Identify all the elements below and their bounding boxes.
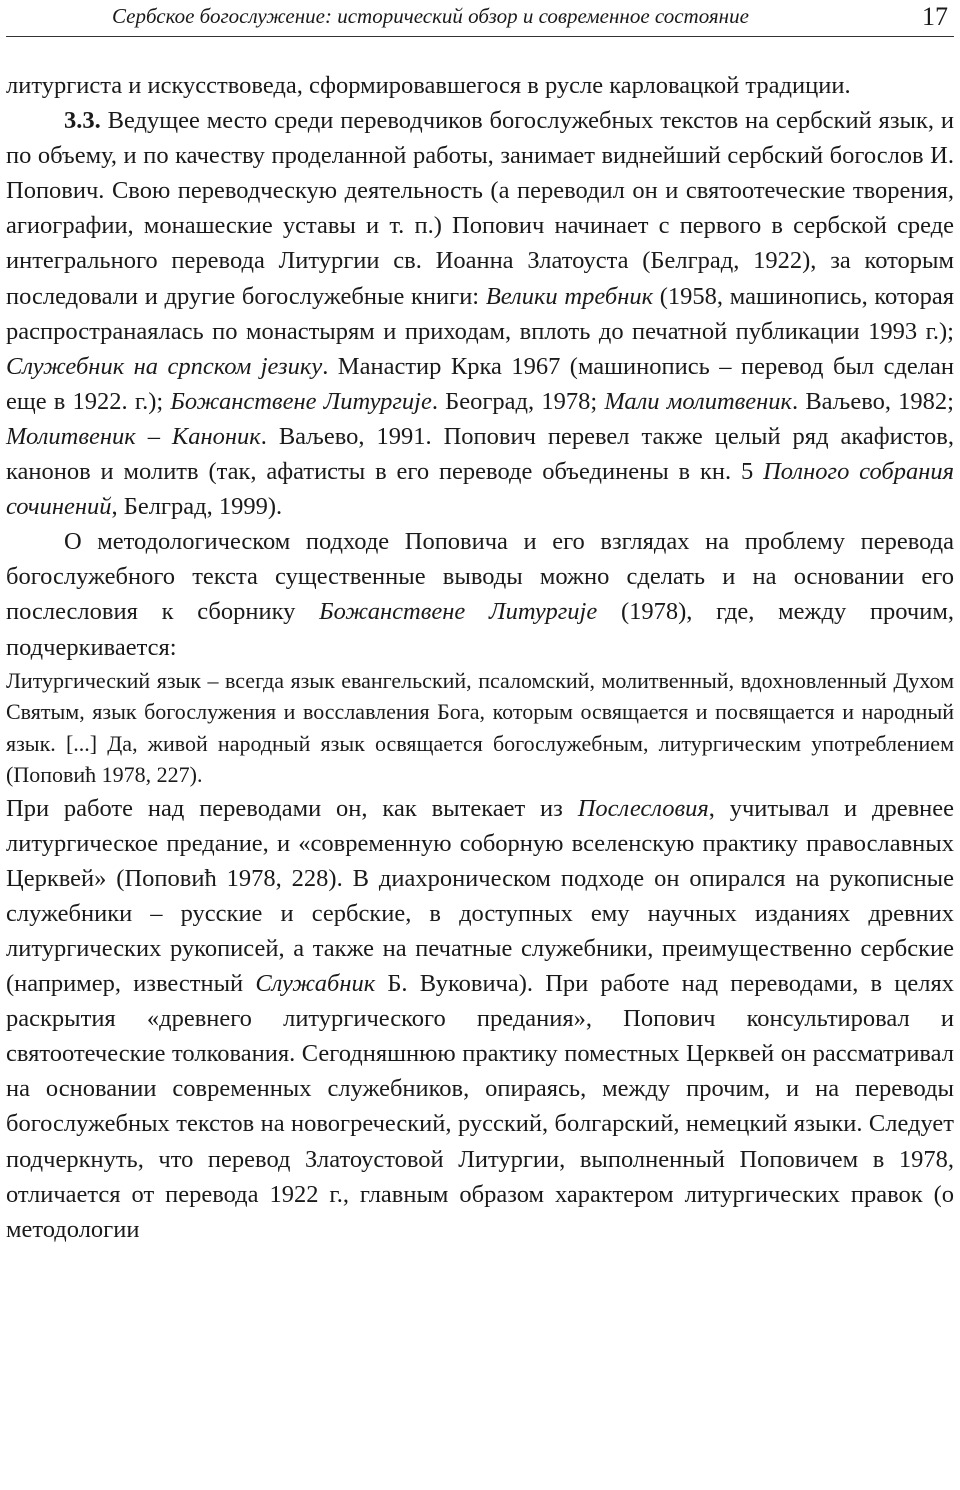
paragraph-1: литургиста и искусствоведа, сформировавшегося в русле карловацкой традиции. xyxy=(6,72,851,99)
paragraph-section-3-3 xyxy=(6,103,954,524)
page-number: 17 xyxy=(922,2,948,31)
text-span: . Ваљево, 1982; xyxy=(792,387,954,415)
book-title: Божанствене Литургије xyxy=(319,598,598,626)
text-span: Б. Вуковича). При работе над переводами, в целях раскрытия «древнего литургического предания», Попович консультировал и святоотеческие толкования. Сегодняшнюю практику поместных Церквей он рассматривал на основании современных служебников, опираясь, между прочим, и на переводы богослужебных текстов на новогреческий, русский, болгарский, немецкий языки. Следует подчеркнуть, что перевод Златоустовой Литургии, выполненный Поповичем в 1978, отличается от перевода 1922 г., главным образом характером литургических правок (о методологии xyxy=(6,970,954,1243)
text-span: О методологическом подходе Поповича и его взглядах на проблему перевода богослужебного текста существенные выводы можно сделать и на основании его послесловия к сборнику xyxy=(6,528,954,626)
book-title: Служабник xyxy=(255,970,376,998)
section-number: 3.3. xyxy=(64,107,101,135)
running-header xyxy=(6,0,954,37)
book-title: Служебник на српском језику xyxy=(6,352,323,380)
paragraph-methodology xyxy=(6,524,954,664)
text-span: Ведущее место среди переводчиков богослужебных текстов на сербский язык, и по объему, и по качеству проделанной работы, занимает виднейший сербский богослов И. Попович. Свою переводческую деятельность (а переводил он и святоотеческие творения, агиографии, монашеские уставы и т. п.) Попович начинает с первого в сербской среде интегрального перевода Литургии св. Иоанна Златоуста (Белград, 1922), за которым последовали и другие богослужебные книги: xyxy=(6,107,954,310)
book-title: Мали молитвеник xyxy=(604,387,793,415)
paragraph-translation-work xyxy=(6,791,954,1247)
block-quote: Литургический язык – всегда язык евангельский, псаломский, молитвенный, вдохновленный Духом Святым, язык богослужения и восславления Бога, которым освящается и посвящается и народный язык. [...] Да, живой народный язык освящается богослужебным, литургическим употреблением (Поповић 1978, 227). xyxy=(6,667,954,788)
text-span: (1978), где, между прочим, подчеркивается: xyxy=(6,598,954,661)
text-span: (1958, машинопись, которая распространаялась по монастырям и приходам, вплоть до печатной публикации 1993 г.); xyxy=(6,282,955,345)
text-span: , Белград, 1999). xyxy=(111,493,283,521)
body-text xyxy=(6,68,954,1247)
book-title: Молитвеник – Каноник xyxy=(6,422,261,450)
text-span: . Манастир Крка 1967 (машинопись – перевод был сделан еще в 1922. г.); xyxy=(6,352,954,415)
text-span: . Ваљево, 1991. Попович перевел также целый ряд акафистов, канонов и молитв (так, афатисты в его переводе объединены в кн. 5 xyxy=(6,422,954,486)
book-title: Божанствене Литургије xyxy=(170,387,432,415)
text-span: . Београд, 1978; xyxy=(431,387,605,415)
book-title: Послесловия xyxy=(577,794,709,822)
text-span: , учитывал и древнее литургическое предание, и «современную соборную вселенскую практику православных Церквей» (Поповић 1978, 228). В диахроническом подходе он опирался на рукописные служебники – русские и сербские, в доступных ему научных изданиях древних литургических рукописей, а также на печатные служебники, преимущественно сербские (например, известный xyxy=(6,794,955,998)
text-span: При работе над переводами он, как вытекает из xyxy=(6,794,578,822)
book-title: Полного собрания сочинений xyxy=(6,458,954,521)
running-title: Сербское богослужение: исторический обзор и современное состояние xyxy=(112,4,749,28)
book-title: Велики требник xyxy=(485,282,654,310)
